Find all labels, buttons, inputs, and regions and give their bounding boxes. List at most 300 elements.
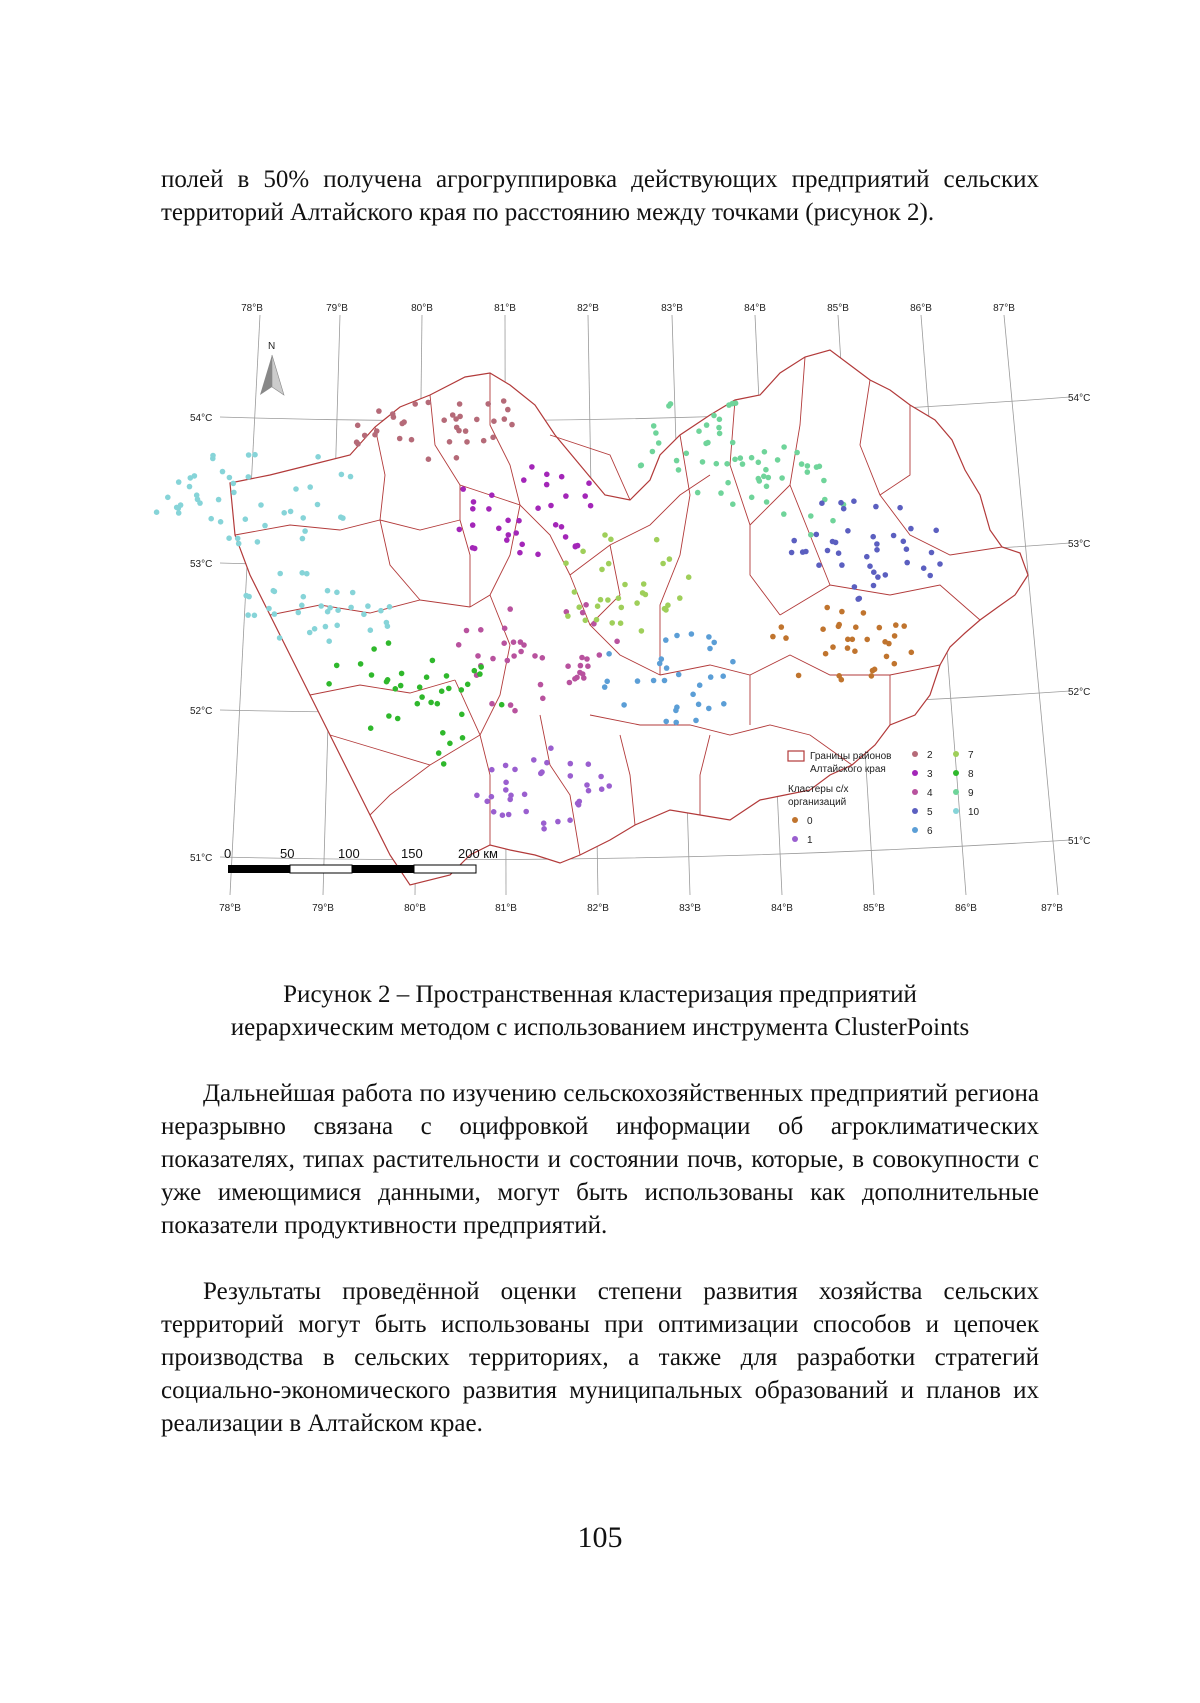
- cluster-point: [474, 417, 480, 423]
- cluster-point: [355, 423, 361, 429]
- cluster-point: [371, 646, 377, 652]
- cluster-point: [266, 606, 272, 612]
- cluster-point: [312, 626, 318, 632]
- cluster-point: [465, 682, 471, 688]
- cluster-point: [503, 787, 509, 793]
- lon-label-bottom: 86°В: [955, 903, 977, 914]
- cluster-point: [271, 588, 277, 594]
- cluster-point: [464, 628, 470, 634]
- cluster-point: [730, 501, 736, 507]
- cluster-point: [676, 672, 682, 678]
- cluster-point: [770, 634, 776, 640]
- cluster-point: [327, 605, 333, 611]
- cluster-point: [697, 682, 703, 688]
- cluster-point: [738, 455, 744, 461]
- cluster-point: [696, 428, 702, 434]
- cluster-point: [481, 438, 487, 444]
- cluster-point: [584, 782, 590, 788]
- cluster-point: [512, 767, 518, 773]
- cluster-point: [783, 635, 789, 641]
- cluster-point: [563, 560, 569, 566]
- caption-line2: иерархическим методом с использованием инструмента ClusterPoints: [230, 1014, 970, 1041]
- cluster-point: [650, 449, 656, 455]
- cluster-point: [904, 546, 910, 552]
- cluster-point: [513, 530, 519, 536]
- cluster-point: [622, 582, 628, 588]
- cluster-point: [301, 594, 307, 600]
- cluster-point: [820, 626, 826, 632]
- cluster-point: [711, 413, 717, 419]
- cluster-point: [873, 504, 879, 510]
- cluster-point: [690, 692, 696, 698]
- cluster-point: [677, 595, 683, 601]
- cluster-point: [472, 546, 478, 552]
- legend-dot: [953, 770, 959, 776]
- cluster-point: [660, 561, 666, 567]
- cluster-point: [369, 672, 375, 678]
- lon-label-bottom: 81°В: [495, 903, 517, 914]
- cluster-point: [362, 433, 368, 439]
- legend-item-label: 4: [927, 788, 933, 799]
- lat-label-left: 52°С: [190, 706, 213, 717]
- cluster-point: [489, 701, 495, 707]
- lon-label-top: 84°В: [744, 303, 766, 314]
- cluster-point: [559, 474, 565, 480]
- cluster-point: [908, 526, 914, 532]
- cluster-point: [439, 688, 445, 694]
- lat-label-left: 53°С: [190, 559, 213, 570]
- cluster-point: [231, 481, 237, 487]
- lon-label-top: 83°В: [661, 303, 683, 314]
- legend-dot: [912, 827, 918, 833]
- cluster-point: [415, 701, 421, 707]
- region-outline: [230, 350, 1028, 885]
- lon-label-top: 78°В: [241, 303, 263, 314]
- legend-item-label: 0: [807, 816, 813, 827]
- cluster-point: [839, 677, 845, 683]
- cluster-point: [472, 668, 478, 674]
- cluster-point: [583, 602, 589, 608]
- cluster-point: [891, 533, 897, 539]
- cluster-point: [348, 474, 354, 480]
- cluster-point: [929, 550, 935, 556]
- cluster-point: [726, 402, 732, 408]
- cluster-point: [563, 534, 569, 540]
- cluster-point: [775, 457, 781, 463]
- cluster-point: [814, 464, 820, 470]
- lon-label-top: 82°В: [577, 303, 599, 314]
- cluster-point: [599, 786, 605, 792]
- cluster-point: [509, 422, 515, 428]
- cluster-point: [565, 663, 571, 669]
- cluster-point: [397, 436, 403, 442]
- cluster-point: [424, 674, 430, 680]
- cluster-point: [489, 794, 495, 800]
- cluster-point: [762, 449, 768, 455]
- legend-clusters-line2: организаций: [788, 797, 847, 808]
- cluster-point: [588, 503, 594, 509]
- cluster-point: [666, 403, 672, 409]
- cluster-point: [464, 439, 470, 445]
- legend-dot: [792, 836, 798, 842]
- cluster-point: [532, 653, 538, 659]
- cluster-point: [412, 401, 418, 407]
- cluster-point: [372, 432, 378, 438]
- cluster-point: [893, 622, 899, 628]
- cluster-point: [300, 515, 306, 521]
- cluster-point: [511, 653, 517, 659]
- cluster-point: [474, 793, 480, 799]
- cluster-point: [538, 682, 544, 688]
- cluster-point: [609, 620, 615, 626]
- body-paragraph-2: Результаты проведённой оценки степени развития хозяйства сельских территорий могут быть использованы при оптимизации способов и цепочек производства в сельских территориях, а также для разработки стратегий социально-экономического развития муниципальных образований и планов их реализации в Алтайском крае.: [161, 1278, 1039, 1437]
- cluster-point: [708, 674, 714, 680]
- cluster-point: [871, 583, 877, 589]
- cluster-point: [805, 469, 811, 475]
- cluster-point: [187, 484, 193, 490]
- cluster-point: [585, 663, 591, 669]
- cluster-point: [505, 658, 511, 664]
- cluster-point: [640, 590, 646, 596]
- cluster-point: [323, 624, 329, 630]
- cluster-point: [489, 767, 495, 773]
- cluster-point: [471, 499, 477, 505]
- cluster-point: [210, 453, 216, 459]
- cluster-point: [883, 572, 889, 578]
- cluster-point: [565, 613, 571, 619]
- legend-dot: [912, 789, 918, 795]
- cluster-point: [258, 502, 264, 508]
- legend-dot: [953, 751, 959, 757]
- cluster-point: [548, 503, 554, 509]
- cluster-point: [594, 617, 600, 623]
- cluster-point: [387, 604, 393, 610]
- cluster-point: [725, 480, 731, 486]
- cluster-point: [348, 605, 354, 611]
- cluster-point: [334, 590, 340, 596]
- cluster-point: [576, 604, 582, 610]
- legend-boundary-line1: Границы районов: [810, 751, 892, 762]
- cluster-point: [839, 609, 845, 615]
- cluster-point: [216, 497, 222, 503]
- lat-label-right: 51°С: [1068, 836, 1091, 847]
- cluster-point: [707, 646, 713, 652]
- lon-labels-bottom: [219, 903, 1063, 914]
- cluster-point: [805, 463, 811, 469]
- cluster-point: [378, 608, 384, 614]
- cluster-point: [794, 450, 800, 456]
- cluster-point: [456, 642, 462, 648]
- cluster-point: [703, 441, 709, 447]
- cluster-point: [235, 536, 241, 542]
- cluster-point: [505, 518, 511, 524]
- cluster-point: [663, 719, 669, 725]
- lat-label-right: 53°С: [1068, 539, 1091, 550]
- cluster-point: [686, 574, 692, 580]
- cluster-point: [491, 809, 497, 815]
- cluster-point: [706, 706, 712, 712]
- cluster-point: [435, 701, 441, 707]
- cluster-point: [391, 414, 397, 420]
- cluster-point: [334, 623, 340, 629]
- cluster-point: [154, 509, 160, 515]
- cluster-point: [506, 812, 512, 818]
- cluster-point: [816, 562, 822, 568]
- cluster-point: [277, 635, 283, 641]
- cluster-point: [339, 472, 345, 478]
- cluster-point: [165, 495, 171, 501]
- cluster-point: [446, 686, 452, 692]
- cluster-point: [512, 708, 518, 714]
- cluster-point: [544, 760, 550, 766]
- cluster-point: [470, 522, 476, 528]
- cluster-point: [502, 416, 508, 422]
- cluster-point: [288, 509, 294, 515]
- cluster-point: [717, 417, 723, 423]
- cluster-point: [516, 518, 522, 524]
- cluster-point: [519, 542, 525, 548]
- cluster-point: [757, 478, 763, 484]
- cluster-point: [695, 490, 701, 496]
- lon-label-top: 81°В: [494, 303, 516, 314]
- cluster-point: [358, 661, 364, 667]
- cluster-point: [281, 510, 287, 516]
- cluster-point: [664, 665, 670, 671]
- cluster-point: [814, 532, 820, 538]
- cluster-point: [299, 603, 305, 609]
- cluster-point: [606, 651, 612, 657]
- cluster-point: [674, 633, 680, 639]
- cluster-point: [656, 440, 662, 446]
- cluster-point: [621, 702, 627, 708]
- cluster-point: [454, 425, 460, 431]
- cluster-point: [870, 534, 876, 540]
- cluster-point: [447, 439, 453, 445]
- cluster-point: [426, 400, 432, 406]
- cluster-point: [892, 633, 898, 639]
- cluster-point: [315, 454, 321, 460]
- cluster-point: [841, 506, 847, 512]
- cluster-point: [662, 678, 668, 684]
- cluster-point: [568, 761, 574, 767]
- cluster-point: [296, 610, 302, 616]
- scale-label: 150: [401, 846, 423, 861]
- cluster-point: [824, 605, 830, 611]
- cluster-point: [845, 528, 851, 534]
- cluster-point: [580, 610, 586, 616]
- cluster-point: [504, 537, 510, 543]
- cluster-point: [491, 418, 497, 424]
- cluster-point: [376, 408, 382, 414]
- cluster-point: [463, 428, 469, 434]
- legend-dot: [912, 751, 918, 757]
- legend-boundary-line2: Алтайского края: [810, 764, 886, 775]
- cluster-point: [791, 538, 797, 544]
- cluster-point: [489, 492, 495, 498]
- cluster-point: [541, 820, 547, 826]
- cluster-point: [639, 628, 645, 634]
- cluster-point: [368, 725, 374, 731]
- cluster-point: [586, 761, 592, 767]
- cluster-point: [901, 539, 907, 545]
- cluster-point: [441, 761, 447, 767]
- cluster-point: [334, 663, 340, 669]
- cluster-point: [838, 500, 844, 506]
- cluster-point: [667, 556, 673, 562]
- cluster-point: [384, 620, 390, 626]
- cluster-point: [577, 799, 583, 805]
- cluster-point: [470, 506, 476, 512]
- cluster-point: [409, 437, 415, 443]
- cluster-point: [874, 541, 880, 547]
- cluster-point: [523, 809, 529, 815]
- legend-item-label: 2: [927, 750, 933, 761]
- cluster-point: [315, 502, 321, 508]
- cluster-point: [541, 826, 547, 832]
- cluster-point: [836, 550, 842, 556]
- cluster-point: [335, 607, 341, 613]
- cluster-point: [231, 490, 237, 496]
- cluster-point: [548, 745, 554, 751]
- cluster-point: [839, 562, 845, 568]
- cluster-point: [598, 597, 604, 603]
- cluster-point: [606, 783, 612, 789]
- cluster-point: [502, 626, 508, 632]
- cluster-point: [450, 412, 456, 418]
- cluster-point: [544, 472, 550, 478]
- cluster-point: [277, 571, 283, 577]
- cluster-point: [503, 763, 509, 769]
- cluster-point: [218, 519, 224, 525]
- cluster-point: [595, 603, 601, 609]
- scale-label: 100: [338, 846, 360, 861]
- cluster-point: [508, 702, 514, 708]
- cluster-point: [398, 683, 404, 689]
- cluster-point: [447, 741, 453, 747]
- cluster-point: [853, 624, 859, 630]
- cluster-point: [673, 720, 679, 726]
- cluster-point: [732, 457, 738, 463]
- cluster-point: [855, 596, 861, 602]
- cluster-point: [486, 506, 492, 512]
- cluster-point: [559, 524, 565, 530]
- cluster-point: [539, 769, 545, 775]
- cluster-point: [457, 414, 463, 420]
- page-number: 105: [577, 1521, 623, 1554]
- cluster-point: [781, 511, 787, 517]
- lon-label-top: 79°В: [326, 303, 348, 314]
- cluster-point: [716, 425, 722, 431]
- cluster-point: [749, 455, 755, 461]
- cluster-point: [521, 642, 527, 648]
- legend-clusters-line1: Кластеры с/х: [788, 784, 849, 795]
- cluster-point: [864, 637, 870, 643]
- cluster-point: [674, 458, 680, 464]
- cluster-point: [580, 549, 586, 555]
- cluster-point: [657, 661, 663, 667]
- cluster-point: [430, 658, 436, 664]
- cluster-point: [875, 574, 881, 580]
- cluster-point: [730, 440, 736, 446]
- cluster-point: [419, 694, 425, 700]
- cluster-point: [518, 649, 524, 655]
- cluster-point: [706, 634, 712, 640]
- lon-label-top: 85°В: [827, 303, 849, 314]
- cluster-point: [574, 675, 580, 681]
- cluster-point: [763, 467, 769, 473]
- cluster-point: [821, 478, 827, 484]
- cluster-point: [307, 630, 313, 636]
- cluster-point: [457, 527, 463, 533]
- cluster-point: [246, 452, 252, 458]
- cluster-point: [845, 645, 851, 651]
- cluster-point: [720, 673, 726, 679]
- caption-line1: Рисунок 2 – Пространственная кластеризация предприятий: [283, 981, 917, 1008]
- cluster-point: [572, 589, 578, 595]
- cluster-point: [937, 561, 943, 567]
- cluster-point: [851, 498, 857, 504]
- legend-item-label: 3: [927, 769, 933, 780]
- cluster-point: [436, 750, 442, 756]
- cluster-point: [602, 532, 608, 538]
- cluster-point: [676, 467, 682, 473]
- cluster-point: [892, 661, 898, 667]
- cluster-point: [307, 484, 313, 490]
- figure-caption: [0, 978, 1200, 1044]
- cluster-point: [653, 430, 659, 436]
- cluster-point: [393, 686, 399, 692]
- cluster-point: [602, 684, 608, 690]
- cluster-point: [563, 493, 569, 499]
- cluster-point: [921, 565, 927, 571]
- cluster-point: [227, 475, 233, 481]
- cluster-point: [704, 422, 710, 428]
- cluster-point: [730, 659, 736, 665]
- lon-label-top: 87°В: [993, 303, 1015, 314]
- cluster-point: [819, 500, 825, 506]
- cluster-point: [399, 671, 405, 677]
- cluster-point: [501, 398, 507, 404]
- legend-dot: [953, 808, 959, 814]
- lat-label-right: 52°С: [1068, 687, 1091, 698]
- legend-item-label: 7: [968, 750, 974, 761]
- cluster-point: [496, 526, 502, 532]
- legend-dot: [953, 789, 959, 795]
- cluster-point: [578, 663, 584, 669]
- cluster-point: [886, 641, 892, 647]
- legend-dot: [792, 817, 798, 823]
- cluster-point: [836, 624, 842, 630]
- cluster-point: [529, 464, 535, 470]
- cluster-point: [845, 637, 851, 643]
- cluster-point: [871, 569, 877, 575]
- lon-label-bottom: 87°В: [1041, 903, 1063, 914]
- cluster-point: [608, 537, 614, 543]
- cluster-point: [300, 536, 306, 542]
- cluster-point: [724, 461, 730, 467]
- cluster-point: [478, 627, 484, 633]
- cluster-point: [696, 702, 702, 708]
- cluster-point: [714, 461, 720, 467]
- cluster-point: [651, 423, 657, 429]
- cluster-point: [614, 639, 620, 645]
- cluster-point: [505, 407, 511, 413]
- cluster-point: [861, 610, 867, 616]
- cluster-point: [195, 497, 201, 503]
- cluster-point: [909, 650, 915, 656]
- cluster-point: [884, 654, 890, 660]
- cluster-point: [796, 673, 802, 679]
